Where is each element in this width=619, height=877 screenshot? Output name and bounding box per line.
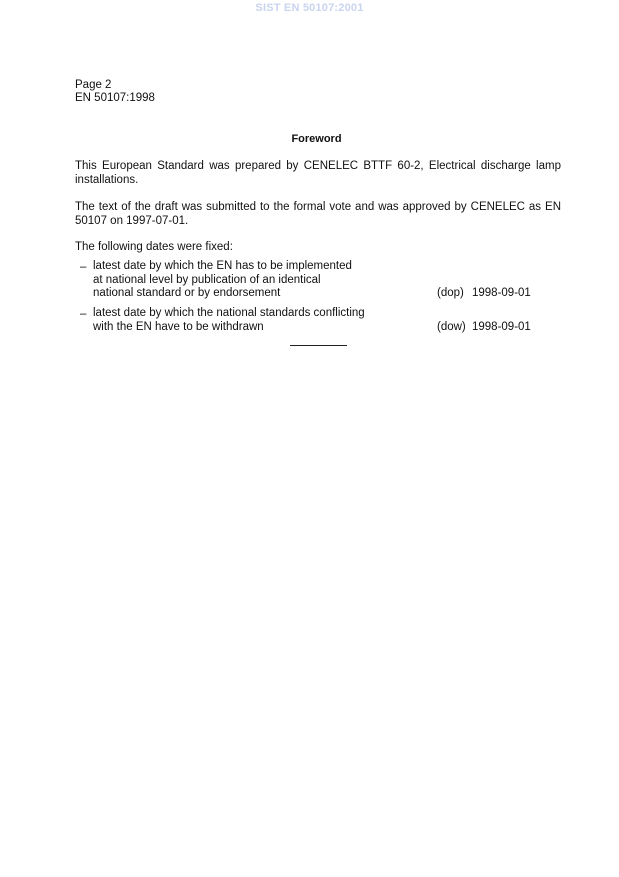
date-item-dop	[80, 260, 560, 301]
end-rule	[290, 345, 347, 346]
section-title: Foreword	[291, 133, 342, 145]
watermark: SIST EN 50107:2001	[255, 2, 364, 14]
standard-number: EN 50107:1998	[75, 92, 155, 104]
paragraph-dates-intro: The following dates were fixed:	[75, 241, 233, 253]
date-item-line: at national level by publication of an identical	[93, 273, 321, 286]
date-item-line: latest date by which the EN has to be implemented	[93, 260, 352, 272]
list-dash: –	[80, 308, 87, 320]
date-item-line: latest date by which the national standards conflicting	[93, 307, 365, 319]
page-header	[75, 79, 155, 105]
date-item-line: national standard or by endorsement	[93, 287, 281, 299]
date-item-line: with the EN have to be withdrawn	[93, 320, 264, 333]
date-item-dow	[80, 307, 560, 334]
list-dash: –	[80, 261, 87, 273]
paragraph-approval: The text of the draft was submitted to the formal vote and was approved by CENELEC as EN 50107 on 1997-07-01.	[75, 201, 561, 227]
date-abbreviation: (dop)	[437, 287, 464, 299]
date-abbreviation: (dow)	[437, 320, 466, 333]
date-value: 1998-09-01	[472, 320, 531, 333]
page-number: Page 2	[75, 79, 112, 91]
date-value: 1998-09-01	[472, 287, 531, 299]
paragraph-preparation: This European Standard was prepared by CENELEC BTTF 60-2, Electrical discharge lamp installations.	[75, 160, 561, 186]
